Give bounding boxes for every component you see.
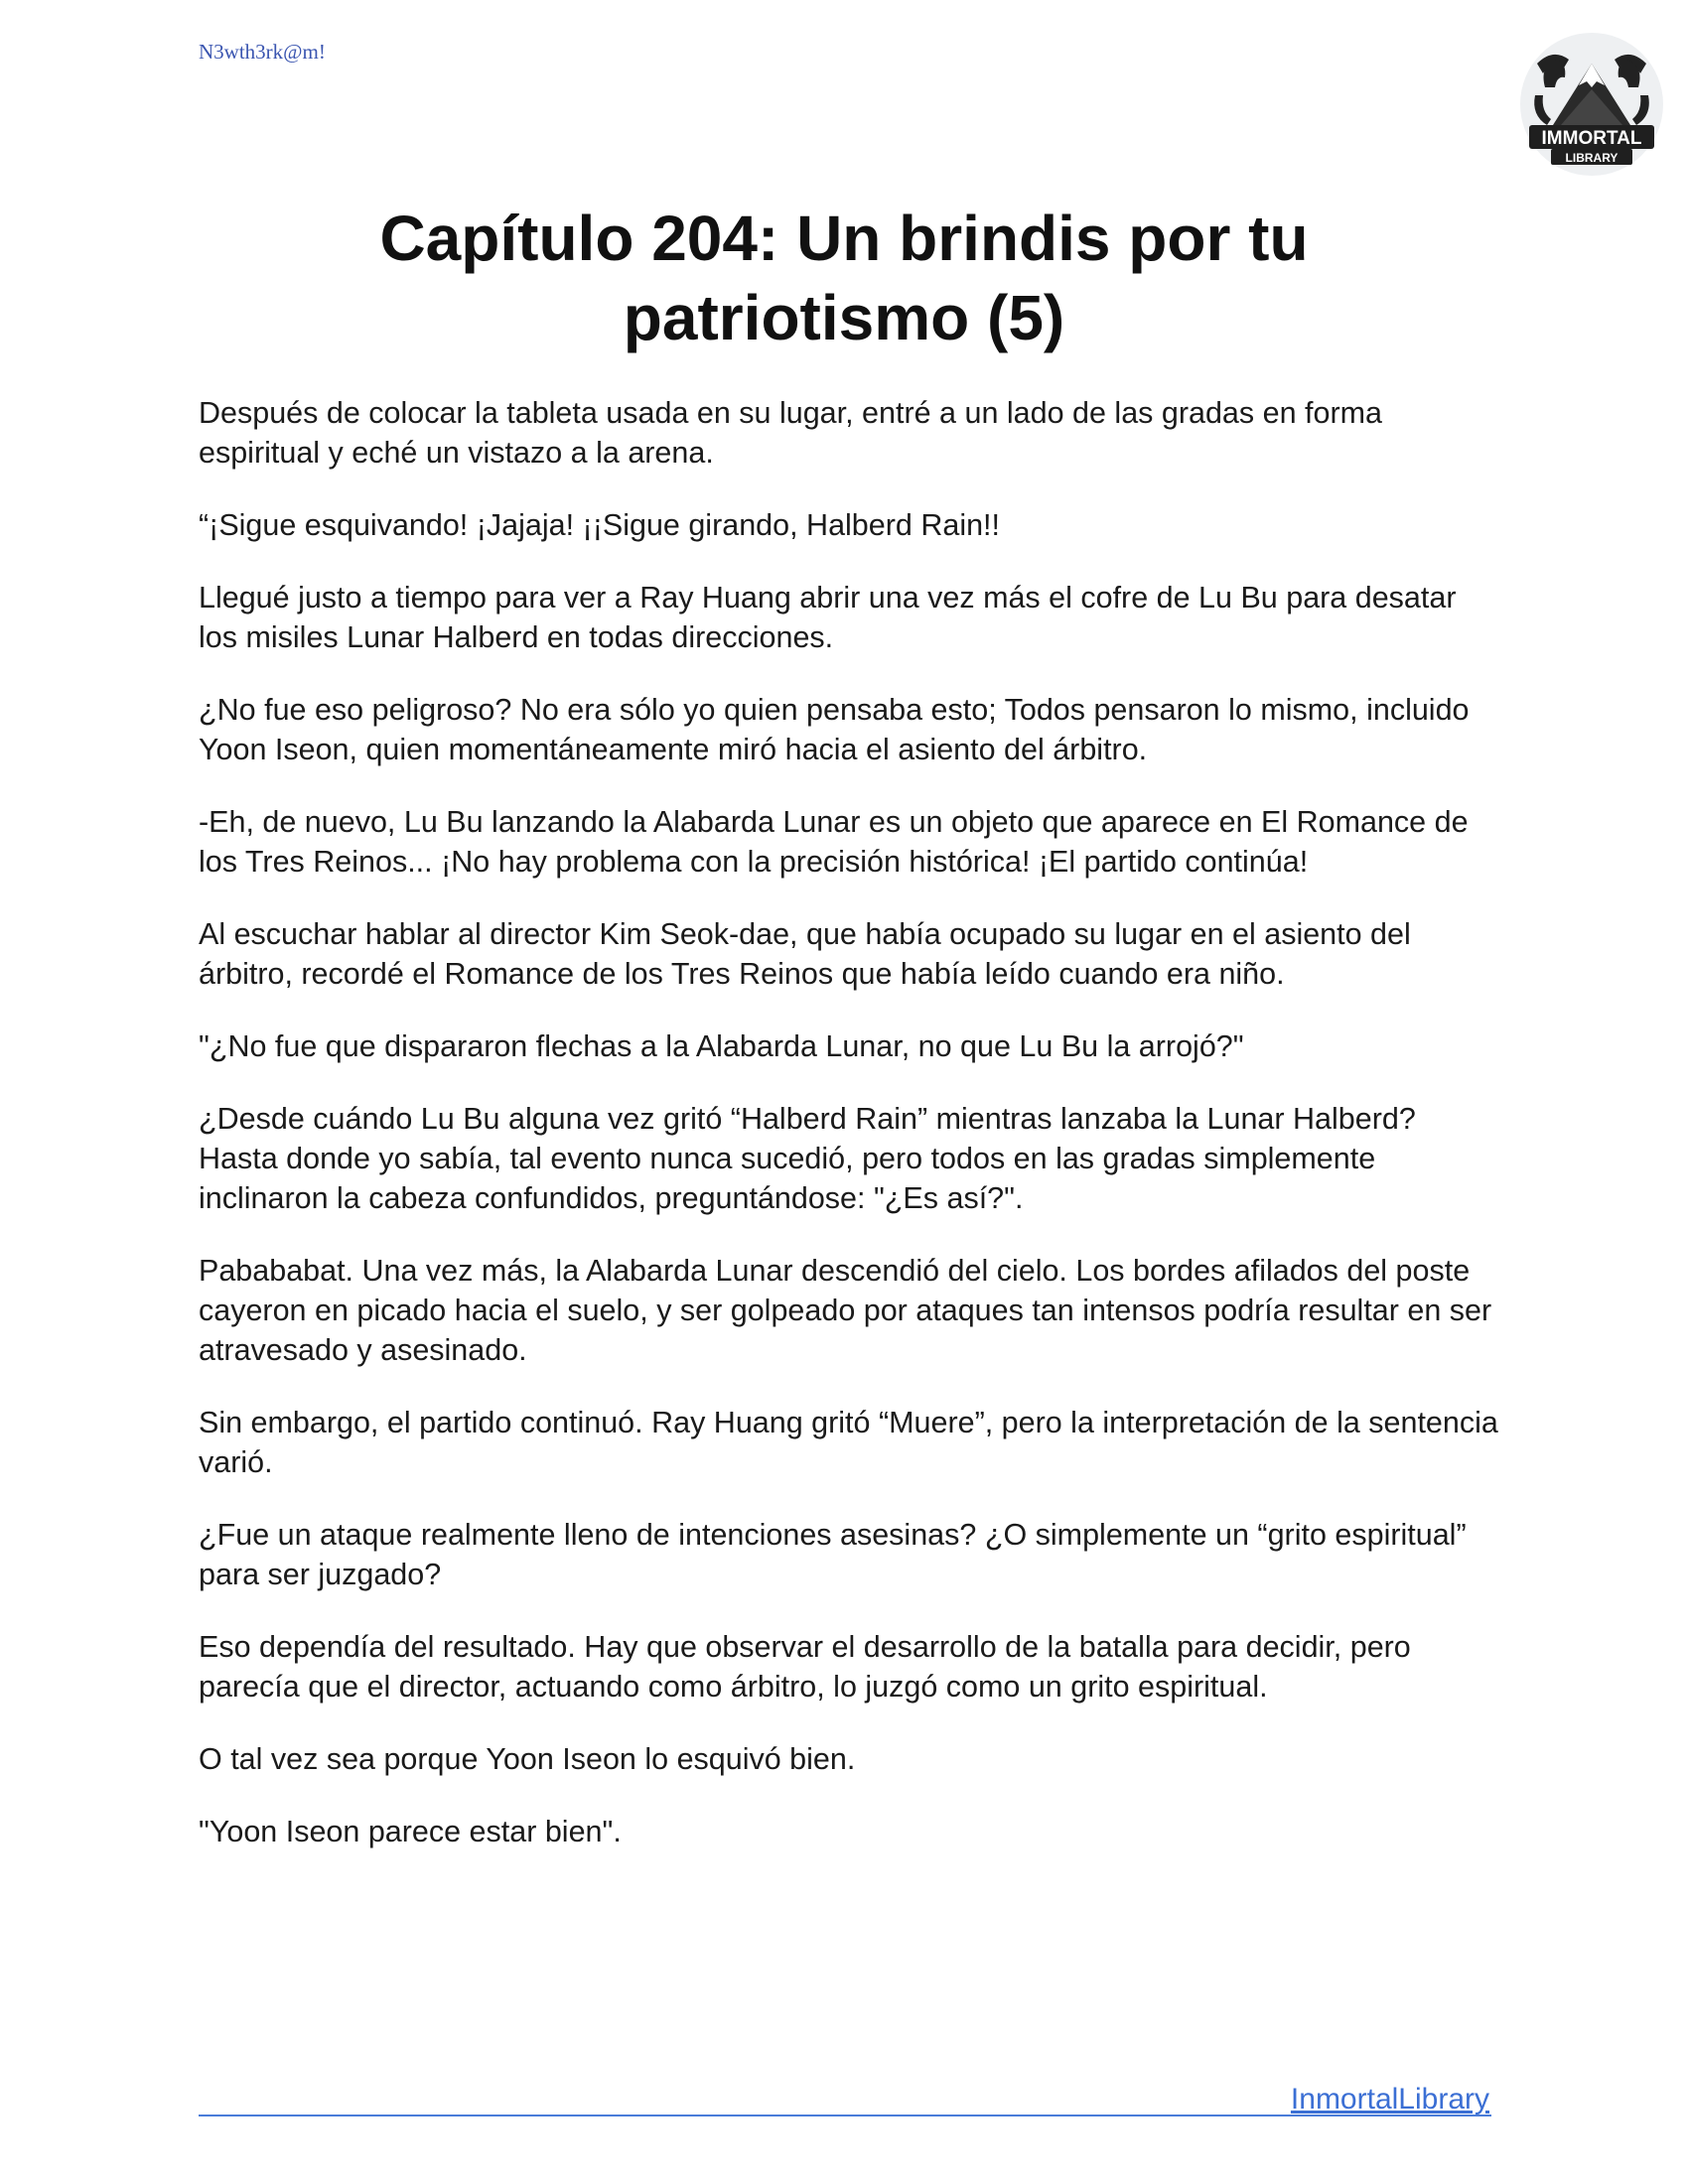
logo-text-line1: IMMORTAL	[1541, 128, 1642, 149]
paragraph: ¿Desde cuándo Lu Bu alguna vez gritó “Halberd Rain” mientras lanzaba la Lunar Halberd? Hasta donde yo sabía, tal evento nunca sucedió, pero todos en las gradas simplemente inclinaron la cabeza confundidos, preguntándose: "¿Es así?".	[199, 1102, 1416, 1215]
paragraph: Al escuchar hablar al director Kim Seok-dae, que había ocupado su lugar en el asiento del árbitro, recordé el Romance de los Tres Reinos que había leído cuando era niño.	[199, 917, 1411, 991]
paragraph: "Yoon Iseon parece estar bien".	[199, 1815, 622, 1848]
immortal-library-logo	[1517, 30, 1666, 179]
logo-text-line2: LIBRARY	[1565, 151, 1618, 165]
paragraph: “¡Sigue esquivando! ¡Jajaja! ¡¡Sigue girando, Halberd Rain!!	[199, 508, 1000, 542]
chapter-title: Capítulo 204: Un brindis por tu patriotismo (5)	[379, 203, 1309, 353]
chapter-body	[199, 393, 1499, 1884]
paragraph: Sin embargo, el partido continuó. Ray Huang gritó “Muere”, pero la interpretación de la sentencia varió.	[199, 1406, 1498, 1479]
paragraph: O tal vez sea porque Yoon Iseon lo esquivó bien.	[199, 1742, 856, 1776]
paragraph: Eso dependía del resultado. Hay que observar el desarrollo de la batalla para decidir, pero parecía que el director, actuando como árbitro, lo juzgó como un grito espiritual.	[199, 1630, 1411, 1704]
paragraph: Después de colocar la tableta usada en su lugar, entré a un lado de las gradas en forma espiritual y eché un vistazo a la arena.	[199, 396, 1382, 470]
paragraph: Llegué justo a tiempo para ver a Ray Huang abrir una vez más el cofre de Lu Bu para desatar los misiles Lunar Halberd en todas direcciones.	[199, 581, 1457, 654]
footer-link[interactable]: InmortalLibrary	[1290, 2083, 1489, 2116]
watermark-text: N3wth3rk@m!	[199, 40, 326, 64]
paragraph: ¿Fue un ataque realmente lleno de intenciones asesinas? ¿O simplemente un “grito espiritual” para ser juzgado?	[199, 1518, 1467, 1591]
paragraph: "¿No fue que dispararon flechas a la Alabarda Lunar, no que Lu Bu la arrojó?"	[199, 1029, 1244, 1063]
paragraph: ¿No fue eso peligroso? No era sólo yo quien pensaba esto; Todos pensaron lo mismo, incluido Yoon Iseon, quien momentáneamente miró hacia el asiento del árbitro.	[199, 693, 1470, 766]
paragraph: Pabababat. Una vez más, la Alabarda Lunar descendió del cielo. Los bordes afilados del poste cayeron en picado hacia el suelo, y ser golpeado por ataques tan intensos podría resultar en ser atravesado y asesinado.	[199, 1254, 1492, 1367]
paragraph: -Eh, de nuevo, Lu Bu lanzando la Alabarda Lunar es un objeto que aparece en El Romance de los Tres Reinos... ¡No hay problema con la precisión histórica! ¡El partido continúa!	[199, 805, 1469, 879]
